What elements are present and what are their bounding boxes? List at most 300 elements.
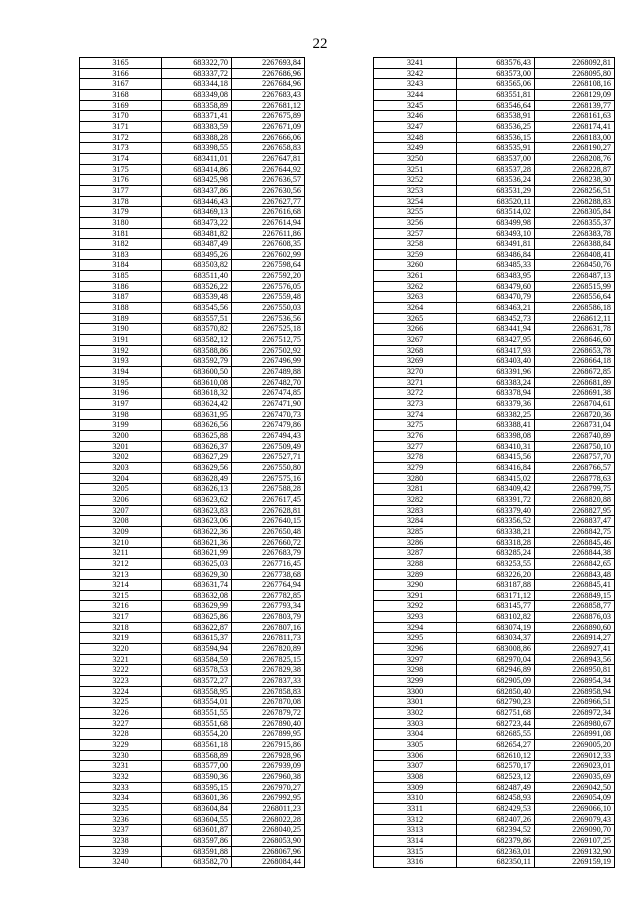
y-coordinate-cell: 2267960,38	[232, 771, 305, 782]
x-coordinate-cell: 683285,24	[457, 548, 535, 559]
table-row	[374, 100, 615, 111]
x-coordinate-cell: 683379,40	[457, 505, 535, 516]
table-row	[80, 622, 305, 633]
x-coordinate-cell: 683008,86	[457, 644, 535, 655]
point-number-cell: 3179	[80, 207, 162, 218]
y-coordinate-cell: 2268653,78	[535, 345, 615, 356]
x-coordinate-cell: 683536,15	[457, 132, 535, 143]
table-row	[374, 729, 615, 740]
y-coordinate-cell: 2267811,73	[232, 633, 305, 644]
y-coordinate-cell: 2267527,71	[232, 452, 305, 463]
x-coordinate-cell: 683600,50	[162, 367, 232, 378]
y-coordinate-cell: 2269159,19	[535, 857, 615, 868]
y-coordinate-cell: 2267658,83	[232, 143, 305, 154]
x-coordinate-cell: 683382,25	[457, 409, 535, 420]
y-coordinate-cell: 2268515,99	[535, 281, 615, 292]
point-number-cell: 3240	[80, 857, 162, 868]
y-coordinate-cell: 2268011,23	[232, 803, 305, 814]
point-number-cell: 3308	[374, 771, 457, 782]
point-number-cell: 3181	[80, 228, 162, 239]
point-number-cell: 3255	[374, 207, 457, 218]
point-number-cell: 3276	[374, 430, 457, 441]
point-number-cell: 3288	[374, 558, 457, 569]
x-coordinate-cell: 683631,74	[162, 580, 232, 591]
x-coordinate-cell: 682970,04	[457, 654, 535, 665]
x-coordinate-cell: 682350,11	[457, 857, 535, 868]
point-number-cell: 3206	[80, 494, 162, 505]
table-row	[80, 281, 305, 292]
point-number-cell: 3311	[374, 803, 457, 814]
table-row	[374, 612, 615, 623]
point-number-cell: 3176	[80, 175, 162, 186]
y-coordinate-cell: 2267627,77	[232, 196, 305, 207]
point-number-cell: 3306	[374, 750, 457, 761]
y-coordinate-cell: 2267575,16	[232, 473, 305, 484]
point-number-cell: 3312	[374, 814, 457, 825]
point-number-cell: 3289	[374, 569, 457, 580]
table-row	[374, 654, 615, 665]
x-coordinate-cell: 683621,36	[162, 537, 232, 548]
x-coordinate-cell: 683624,42	[162, 399, 232, 410]
table-row	[80, 803, 305, 814]
x-coordinate-cell: 683403,40	[457, 356, 535, 367]
table-row	[374, 196, 615, 207]
point-number-cell: 3187	[80, 292, 162, 303]
y-coordinate-cell: 2267675,89	[232, 111, 305, 122]
point-number-cell: 3282	[374, 494, 457, 505]
x-coordinate-cell: 683577,00	[162, 761, 232, 772]
table-row	[374, 164, 615, 175]
table-row	[374, 601, 615, 612]
y-coordinate-cell: 2269090,70	[535, 825, 615, 836]
point-number-cell: 3254	[374, 196, 457, 207]
y-coordinate-cell: 2269042,50	[535, 782, 615, 793]
point-number-cell: 3198	[80, 409, 162, 420]
y-coordinate-cell: 2267683,79	[232, 548, 305, 559]
y-coordinate-cell: 2269035,69	[535, 771, 615, 782]
table-row	[80, 356, 305, 367]
point-number-cell: 3307	[374, 761, 457, 772]
y-coordinate-cell: 2268450,76	[535, 260, 615, 271]
table-row	[80, 771, 305, 782]
point-number-cell: 3249	[374, 143, 457, 154]
y-coordinate-cell: 2267474,85	[232, 388, 305, 399]
x-coordinate-cell: 683595,15	[162, 782, 232, 793]
table-row	[374, 111, 615, 122]
x-coordinate-cell: 683470,79	[457, 292, 535, 303]
y-coordinate-cell: 2267479,86	[232, 420, 305, 431]
x-coordinate-cell: 682429,53	[457, 803, 535, 814]
table-row	[80, 548, 305, 559]
x-coordinate-cell: 683371,41	[162, 111, 232, 122]
y-coordinate-cell: 2267496,99	[232, 356, 305, 367]
x-coordinate-cell: 683503,82	[162, 260, 232, 271]
y-coordinate-cell: 2267899,95	[232, 729, 305, 740]
x-coordinate-cell: 683610,08	[162, 377, 232, 388]
point-number-cell: 3208	[80, 516, 162, 527]
y-coordinate-cell: 2267890,40	[232, 718, 305, 729]
x-coordinate-cell: 683187,88	[457, 580, 535, 591]
table-row	[80, 89, 305, 100]
x-coordinate-cell: 682394,52	[457, 825, 535, 836]
x-coordinate-cell: 683623,83	[162, 505, 232, 516]
table-row	[80, 473, 305, 484]
point-number-cell: 3309	[374, 782, 457, 793]
x-coordinate-cell: 683409,42	[457, 484, 535, 495]
y-coordinate-cell: 2267829,38	[232, 665, 305, 676]
x-coordinate-cell: 683486,84	[457, 249, 535, 260]
point-number-cell: 3207	[80, 505, 162, 516]
point-number-cell: 3269	[374, 356, 457, 367]
y-coordinate-cell: 2268750,10	[535, 441, 615, 452]
x-coordinate-cell: 683551,68	[162, 718, 232, 729]
x-coordinate-cell: 683479,60	[457, 281, 535, 292]
point-number-cell: 3297	[374, 654, 457, 665]
table-row	[374, 420, 615, 431]
point-number-cell: 3201	[80, 441, 162, 452]
y-coordinate-cell: 2268174,41	[535, 121, 615, 132]
y-coordinate-cell: 2268890,60	[535, 622, 615, 633]
x-coordinate-cell: 683338,21	[457, 526, 535, 537]
x-coordinate-cell: 683411,01	[162, 153, 232, 164]
y-coordinate-cell: 2268972,34	[535, 708, 615, 719]
point-number-cell: 3244	[374, 89, 457, 100]
table-row	[80, 68, 305, 79]
y-coordinate-cell: 2268388,84	[535, 239, 615, 250]
y-coordinate-cell: 2268084,44	[232, 857, 305, 868]
x-coordinate-cell: 683425,98	[162, 175, 232, 186]
y-coordinate-cell: 2268799,75	[535, 484, 615, 495]
y-coordinate-cell: 2268958,94	[535, 686, 615, 697]
table-row	[374, 68, 615, 79]
x-coordinate-cell: 683537,28	[457, 164, 535, 175]
x-coordinate-cell: 683629,30	[162, 569, 232, 580]
y-coordinate-cell: 2268845,41	[535, 580, 615, 591]
y-coordinate-cell: 2267684,96	[232, 79, 305, 90]
point-number-cell: 3195	[80, 377, 162, 388]
x-coordinate-cell: 683584,59	[162, 654, 232, 665]
table-row	[374, 356, 615, 367]
point-number-cell: 3296	[374, 644, 457, 655]
point-number-cell: 3190	[80, 324, 162, 335]
table-row	[80, 164, 305, 175]
y-coordinate-cell: 2268408,41	[535, 249, 615, 260]
point-number-cell: 3212	[80, 558, 162, 569]
table-row	[80, 409, 305, 420]
table-row	[80, 644, 305, 655]
x-coordinate-cell: 683631,95	[162, 409, 232, 420]
table-row	[80, 143, 305, 154]
x-coordinate-cell: 683625,88	[162, 430, 232, 441]
point-number-cell: 3173	[80, 143, 162, 154]
point-number-cell: 3204	[80, 473, 162, 484]
y-coordinate-cell: 2267683,43	[232, 89, 305, 100]
y-coordinate-cell: 2268672,85	[535, 367, 615, 378]
point-number-cell: 3273	[374, 399, 457, 410]
x-coordinate-cell: 683536,24	[457, 175, 535, 186]
table-row	[374, 399, 615, 410]
x-coordinate-cell: 683463,21	[457, 303, 535, 314]
table-row	[374, 281, 615, 292]
y-coordinate-cell: 2267550,80	[232, 462, 305, 473]
table-row	[374, 676, 615, 687]
y-coordinate-cell: 2267782,85	[232, 590, 305, 601]
x-coordinate-cell: 683511,40	[162, 271, 232, 282]
table-row	[374, 473, 615, 484]
x-coordinate-cell: 683318,28	[457, 537, 535, 548]
point-number-cell: 3252	[374, 175, 457, 186]
y-coordinate-cell: 2267879,72	[232, 708, 305, 719]
point-number-cell: 3227	[80, 718, 162, 729]
table-row	[80, 153, 305, 164]
x-coordinate-cell: 683592,79	[162, 356, 232, 367]
point-number-cell: 3290	[374, 580, 457, 591]
y-coordinate-cell: 2268849,15	[535, 590, 615, 601]
point-number-cell: 3165	[80, 58, 162, 69]
point-number-cell: 3209	[80, 526, 162, 537]
point-number-cell: 3316	[374, 857, 457, 868]
point-number-cell: 3174	[80, 153, 162, 164]
x-coordinate-cell: 683558,95	[162, 686, 232, 697]
x-coordinate-cell: 683398,08	[457, 430, 535, 441]
table-row	[374, 207, 615, 218]
x-coordinate-cell: 683537,00	[457, 153, 535, 164]
point-number-cell: 3229	[80, 740, 162, 751]
point-number-cell: 3172	[80, 132, 162, 143]
y-coordinate-cell: 2267939,09	[232, 761, 305, 772]
table-row	[374, 558, 615, 569]
point-number-cell: 3180	[80, 217, 162, 228]
x-coordinate-cell: 683578,53	[162, 665, 232, 676]
x-coordinate-cell: 683410,31	[457, 441, 535, 452]
point-number-cell: 3258	[374, 239, 457, 250]
table-row	[374, 303, 615, 314]
x-coordinate-cell: 682379,86	[457, 835, 535, 846]
x-coordinate-cell: 683535,91	[457, 143, 535, 154]
table-row	[374, 89, 615, 100]
point-number-cell: 3205	[80, 484, 162, 495]
x-coordinate-cell: 683034,37	[457, 633, 535, 644]
x-coordinate-cell: 683356,52	[457, 516, 535, 527]
table-row	[80, 857, 305, 868]
point-number-cell: 3278	[374, 452, 457, 463]
x-coordinate-cell: 683416,84	[457, 462, 535, 473]
point-number-cell: 3271	[374, 377, 457, 388]
y-coordinate-cell: 2267512,75	[232, 335, 305, 346]
x-coordinate-cell: 683622,36	[162, 526, 232, 537]
table-row	[80, 580, 305, 591]
x-coordinate-cell: 683226,20	[457, 569, 535, 580]
table-row	[374, 644, 615, 655]
x-coordinate-cell: 683632,08	[162, 590, 232, 601]
point-number-cell: 3260	[374, 260, 457, 271]
table-row	[80, 793, 305, 804]
x-coordinate-cell: 683358,89	[162, 100, 232, 111]
y-coordinate-cell: 2268383,78	[535, 228, 615, 239]
x-coordinate-cell: 683415,56	[457, 452, 535, 463]
x-coordinate-cell: 682946,89	[457, 665, 535, 676]
y-coordinate-cell: 2269107,25	[535, 835, 615, 846]
table-row	[80, 505, 305, 516]
x-coordinate-cell: 683383,24	[457, 377, 535, 388]
y-coordinate-cell: 2268487,13	[535, 271, 615, 282]
table-row	[80, 654, 305, 665]
point-number-cell: 3189	[80, 313, 162, 324]
y-coordinate-cell: 2267793,34	[232, 601, 305, 612]
x-coordinate-cell: 683417,93	[457, 345, 535, 356]
point-number-cell: 3262	[374, 281, 457, 292]
page-number: 22	[312, 36, 328, 52]
y-coordinate-cell: 2268161,63	[535, 111, 615, 122]
table-row	[80, 367, 305, 378]
point-number-cell: 3277	[374, 441, 457, 452]
point-number-cell: 3251	[374, 164, 457, 175]
table-row	[80, 484, 305, 495]
y-coordinate-cell: 2268966,51	[535, 697, 615, 708]
x-coordinate-cell: 683437,86	[162, 185, 232, 196]
y-coordinate-cell: 2267489,88	[232, 367, 305, 378]
y-coordinate-cell: 2268631,78	[535, 324, 615, 335]
y-coordinate-cell: 2267536,56	[232, 313, 305, 324]
y-coordinate-cell: 2268980,67	[535, 718, 615, 729]
point-number-cell: 3257	[374, 228, 457, 239]
y-coordinate-cell: 2268095,80	[535, 68, 615, 79]
y-coordinate-cell: 2268827,95	[535, 505, 615, 516]
table-row	[374, 846, 615, 857]
x-coordinate-cell: 683623,06	[162, 516, 232, 527]
y-coordinate-cell: 2267494,43	[232, 430, 305, 441]
point-number-cell: 3216	[80, 601, 162, 612]
y-coordinate-cell: 2268022,28	[232, 814, 305, 825]
y-coordinate-cell: 2267509,49	[232, 441, 305, 452]
y-coordinate-cell: 2267592,20	[232, 271, 305, 282]
x-coordinate-cell: 683618,32	[162, 388, 232, 399]
table-row	[374, 814, 615, 825]
y-coordinate-cell: 2267470,73	[232, 409, 305, 420]
point-number-cell: 3191	[80, 335, 162, 346]
y-coordinate-cell: 2267837,33	[232, 676, 305, 687]
y-coordinate-cell: 2267644,92	[232, 164, 305, 175]
x-coordinate-cell: 683601,36	[162, 793, 232, 804]
x-coordinate-cell: 683582,12	[162, 335, 232, 346]
x-coordinate-cell: 683171,12	[457, 590, 535, 601]
x-coordinate-cell: 683604,84	[162, 803, 232, 814]
y-coordinate-cell: 2269066,10	[535, 803, 615, 814]
table-row	[374, 857, 615, 868]
x-coordinate-cell: 683493,10	[457, 228, 535, 239]
x-coordinate-cell: 682407,26	[457, 814, 535, 825]
x-coordinate-cell: 683594,94	[162, 644, 232, 655]
table-row	[374, 718, 615, 729]
table-row	[80, 377, 305, 388]
table-row	[80, 132, 305, 143]
table-row	[80, 782, 305, 793]
y-coordinate-cell: 2267764,94	[232, 580, 305, 591]
table-row	[80, 846, 305, 857]
x-coordinate-cell: 683520,11	[457, 196, 535, 207]
table-row	[374, 665, 615, 676]
table-row	[80, 260, 305, 271]
point-number-cell: 3275	[374, 420, 457, 431]
x-coordinate-cell: 683414,86	[162, 164, 232, 175]
x-coordinate-cell: 682654,27	[457, 740, 535, 751]
x-coordinate-cell: 683514,02	[457, 207, 535, 218]
y-coordinate-cell: 2268238,30	[535, 175, 615, 186]
x-coordinate-cell: 682790,23	[457, 697, 535, 708]
point-number-cell: 3183	[80, 249, 162, 260]
y-coordinate-cell: 2267630,56	[232, 185, 305, 196]
y-coordinate-cell: 2269012,33	[535, 750, 615, 761]
x-coordinate-cell: 683469,13	[162, 207, 232, 218]
x-coordinate-cell: 683344,18	[162, 79, 232, 90]
table-row	[374, 121, 615, 132]
y-coordinate-cell: 2267636,57	[232, 175, 305, 186]
x-coordinate-cell: 683588,86	[162, 345, 232, 356]
point-number-cell: 3196	[80, 388, 162, 399]
y-coordinate-cell: 2267602,99	[232, 249, 305, 260]
y-coordinate-cell: 2268704,61	[535, 399, 615, 410]
table-row	[80, 729, 305, 740]
table-row	[80, 740, 305, 751]
table-row	[80, 676, 305, 687]
x-coordinate-cell: 683597,86	[162, 835, 232, 846]
x-coordinate-cell: 682751,68	[457, 708, 535, 719]
y-coordinate-cell: 2268256,51	[535, 185, 615, 196]
y-coordinate-cell: 2268991,08	[535, 729, 615, 740]
y-coordinate-cell: 2267614,94	[232, 217, 305, 228]
point-number-cell: 3192	[80, 345, 162, 356]
point-number-cell: 3184	[80, 260, 162, 271]
point-number-cell: 3242	[374, 68, 457, 79]
point-number-cell: 3166	[80, 68, 162, 79]
table-row	[80, 345, 305, 356]
point-number-cell: 3285	[374, 526, 457, 537]
x-coordinate-cell: 683629,56	[162, 462, 232, 473]
point-number-cell: 3284	[374, 516, 457, 527]
table-row	[374, 590, 615, 601]
x-coordinate-cell: 683481,82	[162, 228, 232, 239]
table-row	[80, 324, 305, 335]
table-row	[80, 825, 305, 836]
x-coordinate-cell: 683531,29	[457, 185, 535, 196]
table-row	[374, 548, 615, 559]
table-row	[374, 740, 615, 751]
x-coordinate-cell: 683557,51	[162, 313, 232, 324]
y-coordinate-cell: 2267803,79	[232, 612, 305, 623]
table-row	[374, 292, 615, 303]
table-row	[374, 377, 615, 388]
y-coordinate-cell: 2268843,48	[535, 569, 615, 580]
table-row	[374, 484, 615, 495]
y-coordinate-cell: 2268586,18	[535, 303, 615, 314]
x-coordinate-cell: 682610,12	[457, 750, 535, 761]
x-coordinate-cell: 682850,40	[457, 686, 535, 697]
y-coordinate-cell: 2267858,83	[232, 686, 305, 697]
x-coordinate-cell: 683322,70	[162, 58, 232, 69]
y-coordinate-cell: 2267671,09	[232, 121, 305, 132]
point-number-cell: 3194	[80, 367, 162, 378]
point-number-cell: 3185	[80, 271, 162, 282]
point-number-cell: 3233	[80, 782, 162, 793]
y-coordinate-cell: 2268092,81	[535, 58, 615, 69]
point-number-cell: 3231	[80, 761, 162, 772]
point-number-cell: 3268	[374, 345, 457, 356]
x-coordinate-cell: 683337,72	[162, 68, 232, 79]
point-number-cell: 3213	[80, 569, 162, 580]
table-row	[80, 537, 305, 548]
y-coordinate-cell: 2268053,90	[232, 835, 305, 846]
table-row	[80, 121, 305, 132]
